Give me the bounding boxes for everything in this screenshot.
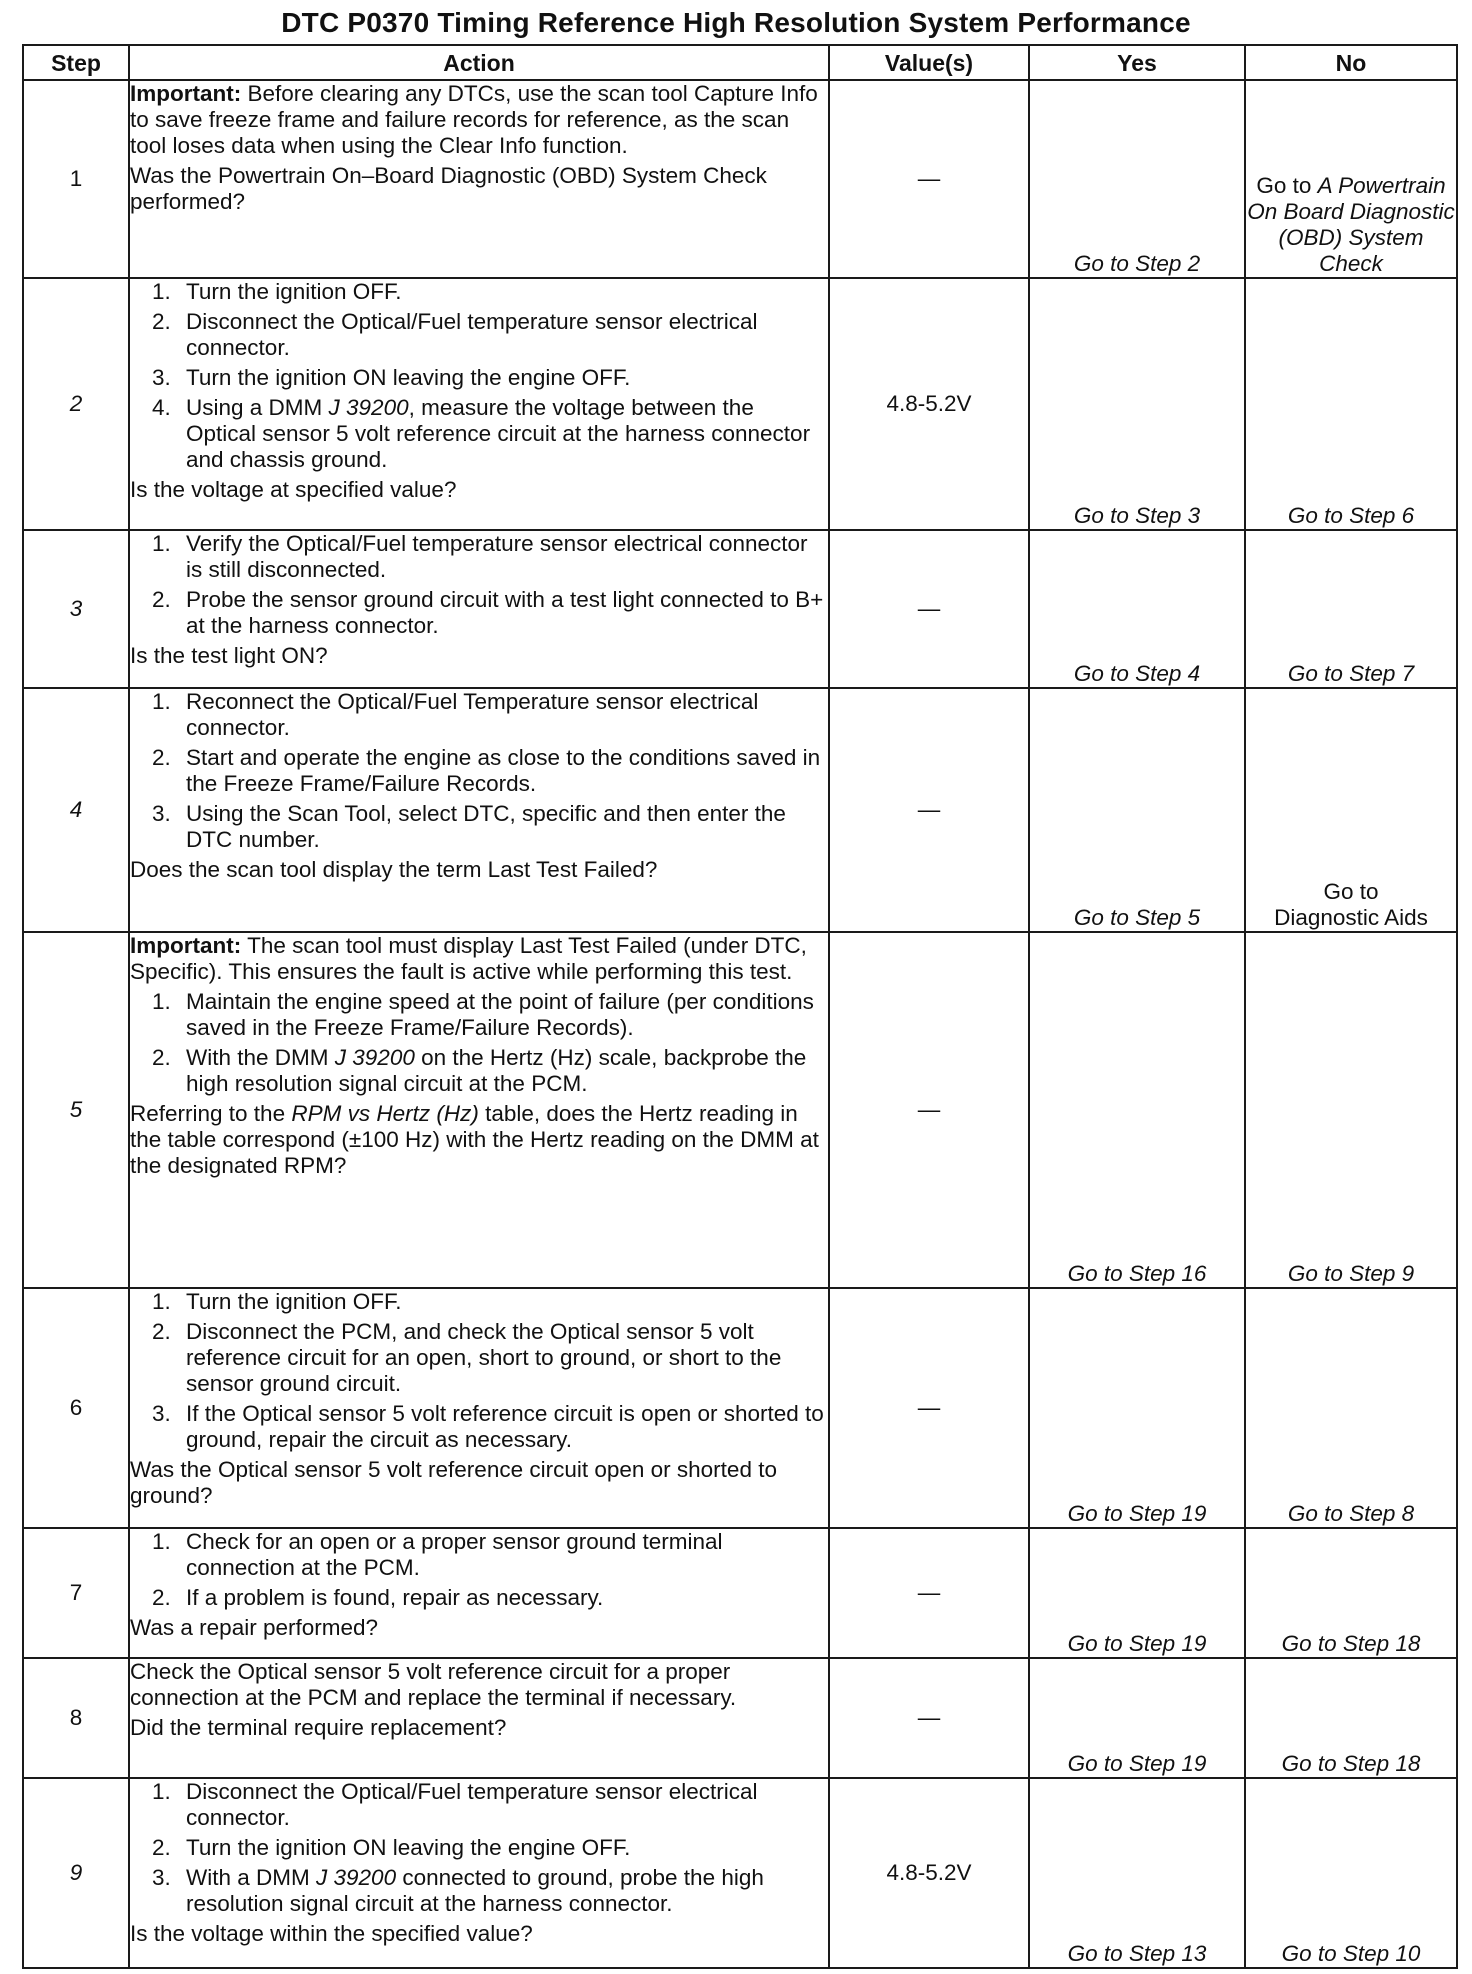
no-link[interactable]: Go to Step 6 [1287, 503, 1415, 528]
action-step: 2. With the DMM J 39200 on the Hertz (Hz) scale, backprobe the high resolution signal circuit at the PCM. [152, 1045, 807, 1096]
no-link[interactable]: Go to Diagnostic Aids [1274, 879, 1428, 930]
value-cell: — [829, 688, 1029, 932]
yes-cell [1029, 1288, 1245, 1528]
table-row [23, 1658, 1457, 1778]
table-row [23, 530, 1457, 688]
question: Does the scan tool display the term Last Test Failed? [130, 857, 658, 882]
no-link[interactable]: Go to Step 18 [1281, 1751, 1421, 1776]
yes-link[interactable]: Go to Step 2 [1073, 251, 1201, 276]
yes-cell [1029, 1658, 1245, 1778]
no-link[interactable]: Go to Step 10 [1281, 1941, 1421, 1966]
action-text: Check the Optical sensor 5 volt reference circuit for a proper connection at the PCM and replace the terminal if necessary. [130, 1659, 737, 1710]
action-step: 4. Using a DMM J 39200, measure the voltage between the Optical sensor 5 volt reference circuit at the harness connector and chassis ground. [152, 395, 811, 472]
step-number: 3 [23, 530, 129, 688]
question: Was the Powertrain On–Board Diagnostic (OBD) System Check performed? [130, 163, 767, 214]
question: Referring to the RPM vs Hertz (Hz) table, does the Hertz reading in the table correspond (±100 Hz) with the Hertz reading on the DMM at the designated RPM? [130, 1101, 819, 1178]
important-text: Before clearing any DTCs, use the scan tool Capture Info to save freeze frame and failure records for reference, as the scan tool loses data when using the Clear Info function. [130, 81, 818, 158]
step-number: 8 [23, 1658, 129, 1778]
action-cell [129, 1288, 829, 1528]
table-row [23, 932, 1457, 1288]
tool-number: J 39200 [328, 395, 409, 420]
action-step: 3. With a DMM J 39200 connected to ground, probe the high resolution signal circuit at the harness connector. [152, 1865, 764, 1916]
action-step: 2. Disconnect the PCM, and check the Optical sensor 5 volt reference circuit for an open, short to ground, or short to the sensor ground circuit. [152, 1319, 782, 1396]
action-cell [129, 1528, 829, 1658]
step-number: 2 [23, 278, 129, 530]
action-step: 1. Reconnect the Optical/Fuel Temperature sensor electrical connector. [152, 689, 759, 740]
action-cell [129, 932, 829, 1288]
value-cell: — [829, 80, 1029, 278]
important-label: Important: [130, 933, 242, 958]
table-row [23, 688, 1457, 932]
action-step: 2. Disconnect the Optical/Fuel temperature sensor electrical connector. [152, 309, 758, 360]
step-number: 1 [23, 80, 129, 278]
action-step: 1. Turn the ignition OFF. [152, 279, 402, 304]
question: Is the voltage at specified value? [130, 477, 457, 502]
yes-link[interactable]: Go to Step 19 [1067, 1631, 1207, 1656]
value-cell: — [829, 1528, 1029, 1658]
table-row [23, 1778, 1457, 1968]
important-label: Important: [130, 81, 242, 106]
header-yes: Yes [1029, 45, 1245, 80]
no-cell [1245, 1288, 1457, 1528]
yes-cell [1029, 688, 1245, 932]
action-steps [130, 531, 828, 639]
action-step: 3. If the Optical sensor 5 volt reference circuit is open or shorted to ground, repair the circuit as necessary. [152, 1401, 824, 1452]
value-cell: — [829, 932, 1029, 1288]
yes-cell [1029, 1528, 1245, 1658]
table-row [23, 1288, 1457, 1528]
no-link[interactable]: Go to Step 8 [1287, 1501, 1415, 1526]
action-cell [129, 80, 829, 278]
step-number: 6 [23, 1288, 129, 1528]
step-number: 7 [23, 1528, 129, 1658]
yes-cell [1029, 530, 1245, 688]
action-cell [129, 1778, 829, 1968]
no-cell [1245, 932, 1457, 1288]
yes-cell [1029, 1778, 1245, 1968]
action-step: 1. Turn the ignition OFF. [152, 1289, 402, 1314]
question: Did the terminal require replacement? [130, 1715, 507, 1740]
yes-link[interactable]: Go to Step 19 [1067, 1751, 1207, 1776]
action-cell [129, 1658, 829, 1778]
yes-link[interactable]: Go to Step 3 [1073, 503, 1201, 528]
step-number: 5 [23, 932, 129, 1288]
no-cell [1245, 530, 1457, 688]
action-step: 2. Turn the ignition ON leaving the engine OFF. [152, 1835, 631, 1860]
action-steps [130, 1529, 828, 1611]
action-step: 1. Check for an open or a proper sensor ground terminal connection at the PCM. [152, 1529, 723, 1580]
action-step: 2. Start and operate the engine as close to the conditions saved in the Freeze Frame/Failure Records. [152, 745, 821, 796]
yes-link[interactable]: Go to Step 4 [1073, 661, 1201, 686]
action-steps [130, 1289, 828, 1453]
action-step: 1. Maintain the engine speed at the point of failure (per conditions saved in the Freeze Frame/Failure Records). [152, 989, 814, 1040]
table-row [23, 1528, 1457, 1658]
action-steps [130, 279, 828, 473]
yes-cell [1029, 278, 1245, 530]
table-reference: RPM vs Hertz (Hz) [291, 1101, 479, 1126]
table-row [23, 80, 1457, 278]
action-steps [130, 689, 828, 853]
header-no: No [1245, 45, 1457, 80]
action-step: 2. Probe the sensor ground circuit with a test light connected to B+ at the harness connector. [152, 587, 824, 638]
no-prefix: Go to [1256, 173, 1318, 198]
step-number: 4 [23, 688, 129, 932]
yes-link[interactable]: Go to Step 19 [1067, 1501, 1207, 1526]
question: Was a repair performed? [130, 1615, 379, 1640]
important-note [130, 933, 828, 985]
no-target: A Powertrain On Board Diagnostic (OBD) System Check [1247, 173, 1455, 276]
action-step: 1. Verify the Optical/Fuel temperature sensor electrical connector is still disconnected. [152, 531, 808, 582]
no-cell [1245, 688, 1457, 932]
page-title: DTC P0370 Timing Reference High Resolution System Performance [281, 7, 1191, 38]
no-link[interactable] [1246, 173, 1456, 277]
no-cell [1245, 278, 1457, 530]
step-number: 9 [23, 1778, 129, 1968]
yes-cell [1029, 80, 1245, 278]
question: Is the test light ON? [130, 643, 328, 668]
yes-link[interactable]: Go to Step 5 [1073, 905, 1201, 930]
tool-number: J 39200 [316, 1865, 397, 1890]
no-cell [1245, 80, 1457, 278]
no-link[interactable]: Go to Step 7 [1287, 661, 1415, 686]
header-values: Value(s) [829, 45, 1029, 80]
yes-link[interactable]: Go to Step 13 [1067, 1941, 1207, 1966]
action-step: 1. Disconnect the Optical/Fuel temperature sensor electrical connector. [152, 1779, 758, 1830]
no-cell [1245, 1528, 1457, 1658]
no-cell [1245, 1658, 1457, 1778]
important-note [130, 81, 828, 159]
action-step: 3. Using the Scan Tool, select DTC, specific and then enter the DTC number. [152, 801, 786, 852]
value-cell: — [829, 1658, 1029, 1778]
question: Was the Optical sensor 5 volt reference circuit open or shorted to ground? [130, 1457, 777, 1508]
value-cell: — [829, 1288, 1029, 1528]
action-cell [129, 530, 829, 688]
no-link[interactable]: Go to Step 18 [1281, 1631, 1421, 1656]
important-text: The scan tool must display Last Test Failed (under DTC, Specific). This ensures the fault is active while performing this test. [130, 933, 807, 984]
yes-cell [1029, 932, 1245, 1288]
table-row [23, 278, 1457, 530]
no-cell [1245, 1778, 1457, 1968]
action-steps [130, 989, 828, 1097]
action-steps [130, 1779, 828, 1917]
value-cell: 4.8-5.2V [829, 1778, 1029, 1968]
action-step: 3. Turn the ignition ON leaving the engine OFF. [152, 365, 631, 390]
diagnostic-table [22, 44, 1458, 1969]
value-cell: 4.8-5.2V [829, 278, 1029, 530]
value-cell: — [829, 530, 1029, 688]
table-header-row [23, 45, 1457, 80]
yes-link[interactable]: Go to Step 16 [1067, 1261, 1207, 1286]
header-action: Action [129, 45, 829, 80]
action-cell [129, 278, 829, 530]
action-cell [129, 688, 829, 932]
tool-number: J 39200 [334, 1045, 415, 1070]
question: Is the voltage within the specified value? [130, 1921, 533, 1946]
header-step: Step [23, 45, 129, 80]
action-step: 2. If a problem is found, repair as necessary. [152, 1585, 604, 1610]
no-link[interactable]: Go to Step 9 [1287, 1261, 1415, 1286]
